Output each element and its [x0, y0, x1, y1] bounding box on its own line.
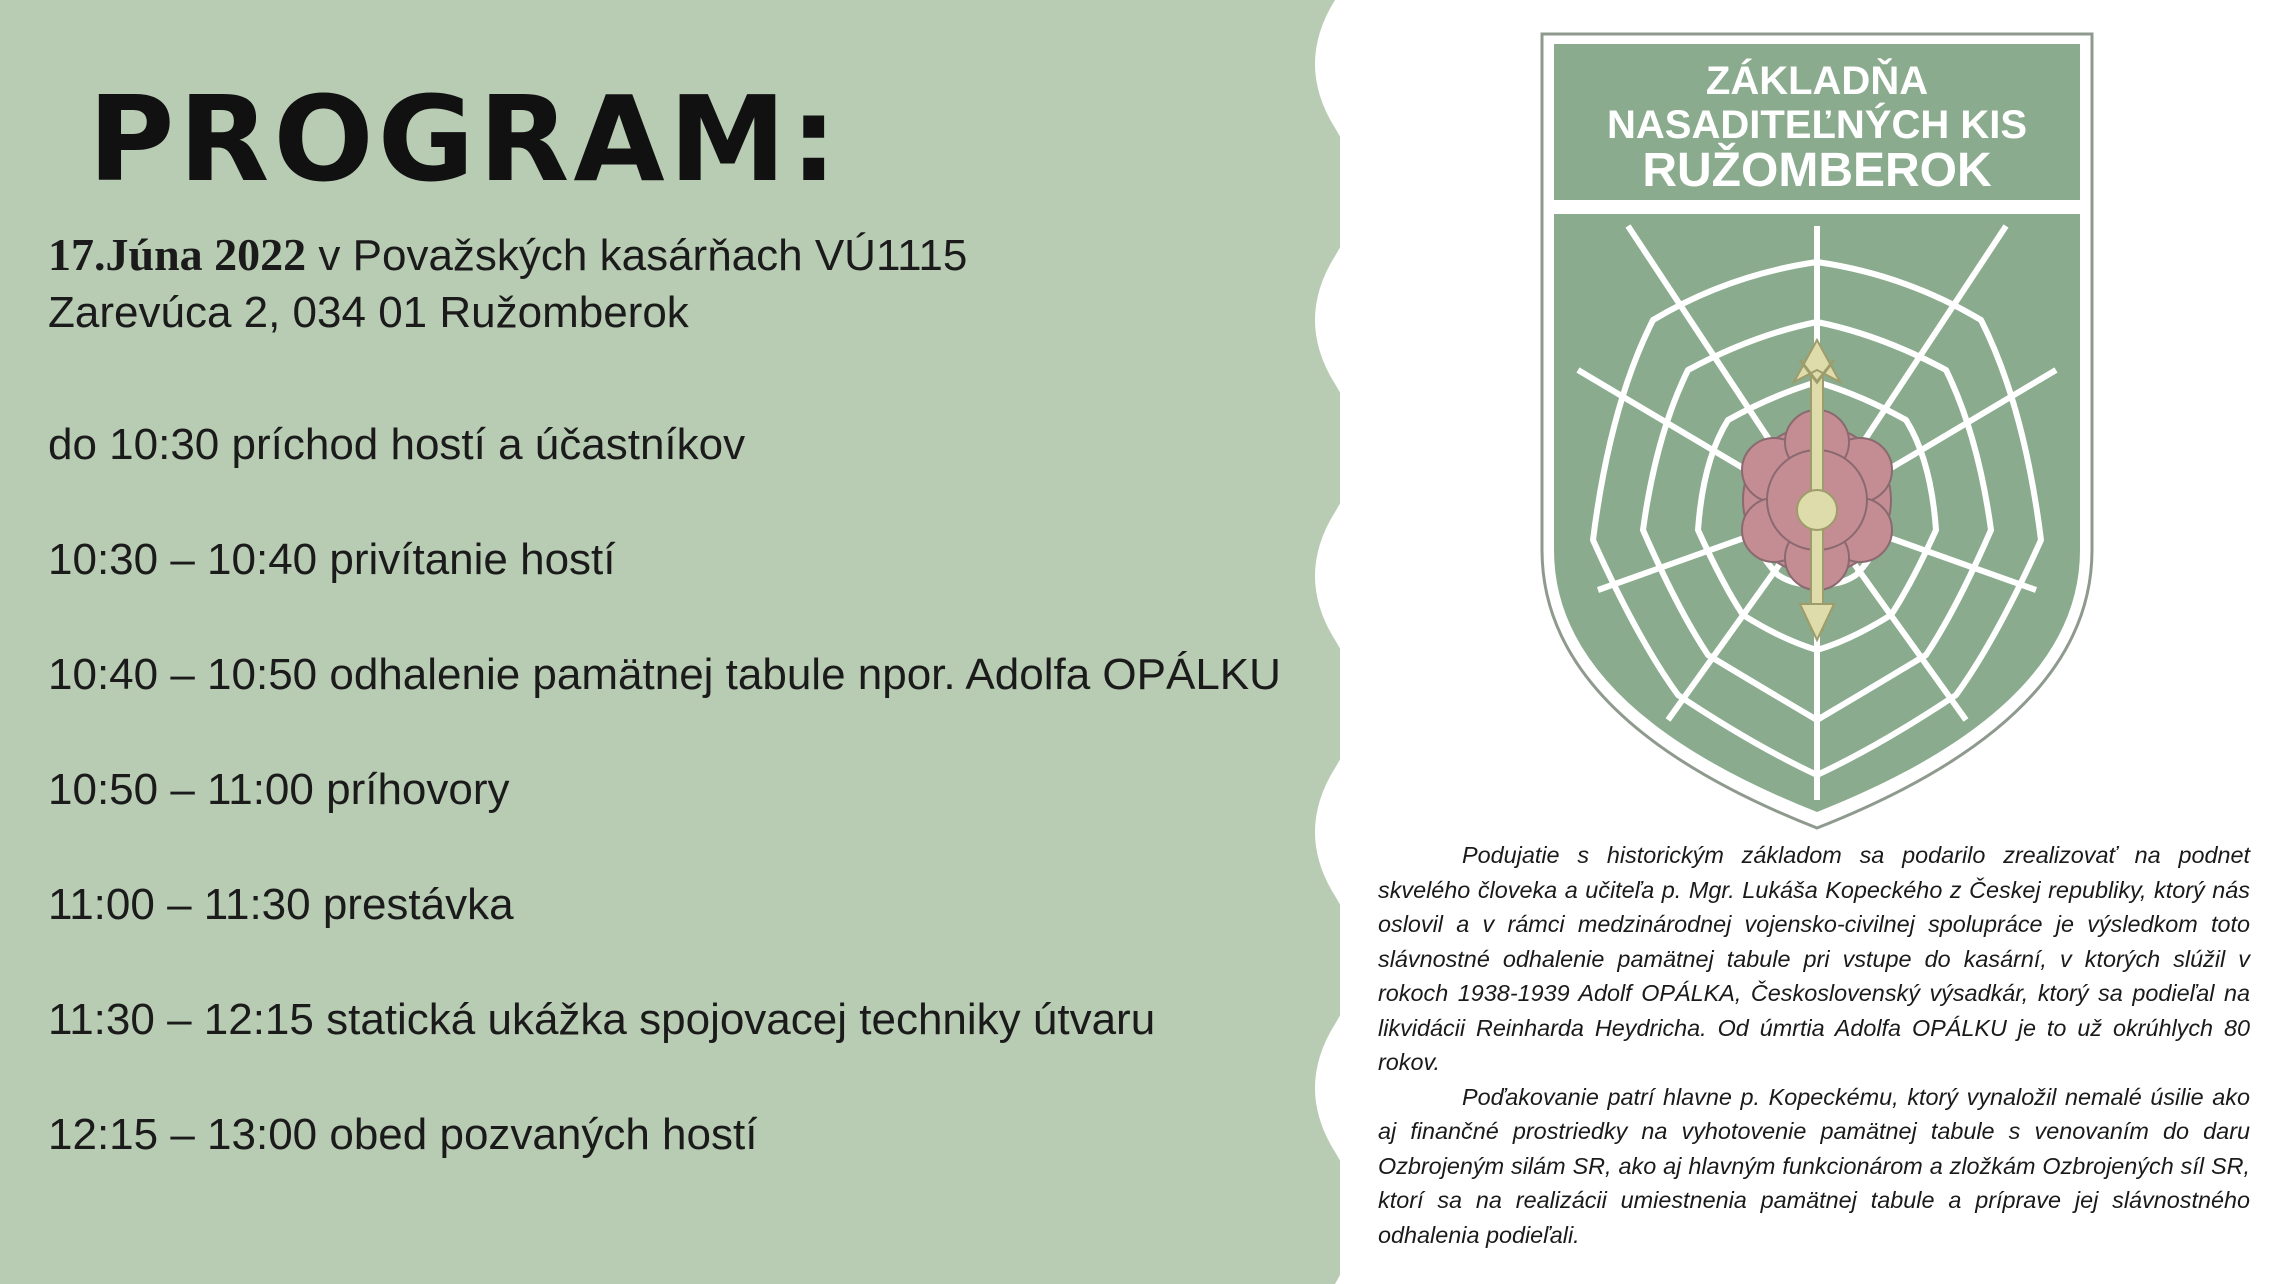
emblem-line-2: NASADITEĽNÝCH KIS: [1606, 103, 2028, 147]
page-title: PROGRAM:: [88, 70, 842, 208]
event-date-location: [48, 228, 967, 281]
emblem-line-1: ZÁKLADŇA: [1705, 59, 1929, 103]
program-item: 12:15 – 13:00 obed pozvaných hostí: [48, 1110, 758, 1159]
program-item: 10:30 – 10:40 privítanie hostí: [48, 535, 616, 584]
event-address: Zarevúca 2, 034 01 Ružomberok: [48, 288, 689, 337]
description-paragraph: Podujatie s historickým základom sa podarilo zrealizovať na podnet skvelého človeka a učiteľa p. Mgr. Lukáša Kopeckého z Českej republiky, ktorý nás oslovil a v rámci medzinárodnej vojensko-civilnej spolupráce je výsledkom toto slávnostné odhalenie pamätnej tabule pri vstupe do kasární, v ktorých slúžil v rokoch 1938-1939 Adolf OPÁLKA, Československý výsadkár, ktorý sa podieľal na likvidácii Reinharda Heydricha. Od úmrtia Adolfa OPÁLKU je to už okrúhlych 80 rokov.: [1378, 842, 2250, 1075]
description-paragraph: Poďakovanie patrí hlavne p. Kopeckému, ktorý vynaložil nemalé úsilie ako aj finančné prostriedky na vyhotovenie pamätnej tabule s venovaním do daru Ozbrojeným silám SR, ako aj hlavným funkcionárom a zložkám Ozbrojených síl SR, ktorí sa na realizácii umiestnenia pamätnej tabule a príprave jej slávnostného odhalenia podieľali.: [1378, 1083, 2250, 1248]
unit-emblem: [1538, 30, 2096, 830]
program-item: 10:40 – 10:50 odhalenie pamätnej tabule npor. Adolfa OPÁLKU: [48, 650, 1281, 699]
emblem-line-3: RUŽOMBEROK: [1642, 144, 1992, 197]
program-item: 11:00 – 11:30 prestávka: [48, 880, 514, 929]
event-location: v Považských kasárňach VÚ1115: [306, 231, 968, 280]
event-description: [1378, 838, 2250, 1252]
program-item: 10:50 – 11:00 príhovory: [48, 765, 510, 814]
program-item: do 10:30 príchod hostí a účastníkov: [48, 420, 746, 469]
program-item: 11:30 – 12:15 statická ukážka spojovacej techniky útvaru: [48, 995, 1156, 1044]
event-date: 17.Júna 2022: [48, 229, 307, 280]
